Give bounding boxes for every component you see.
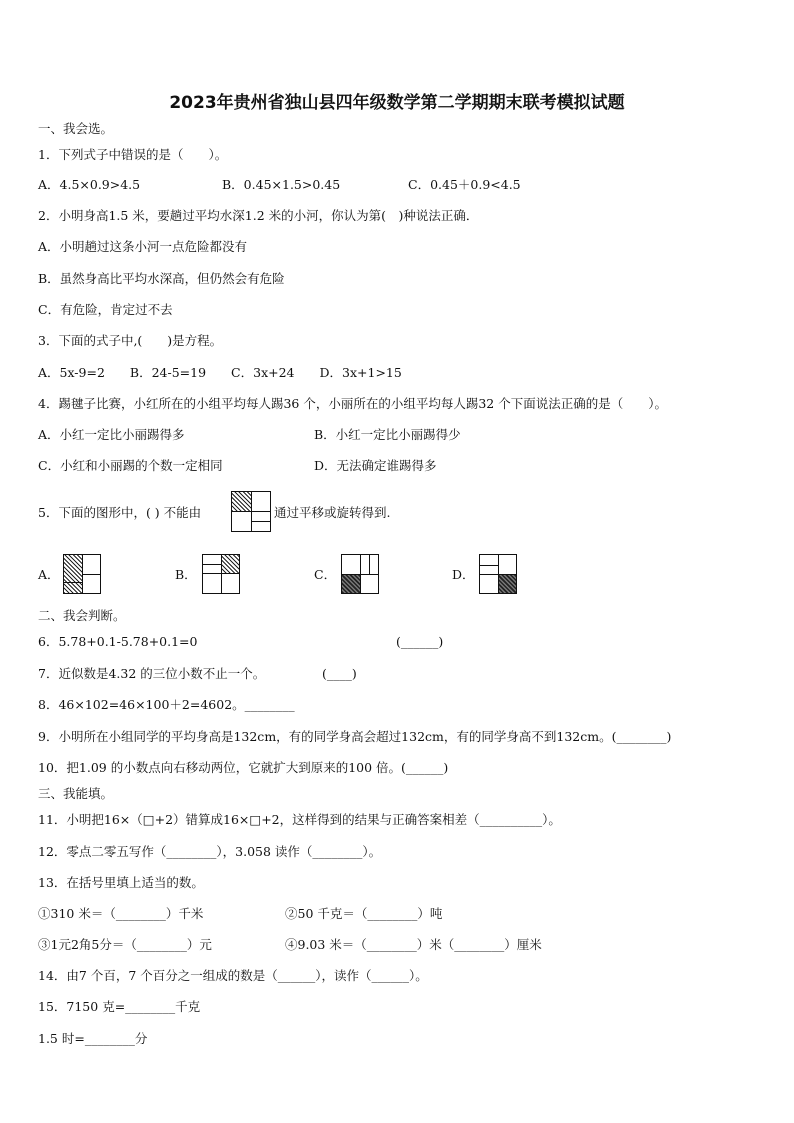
q13-item-4: ④9.03 米＝（________）米（________）厘米 <box>285 937 542 952</box>
q6-answer-blank[interactable]: (______) <box>396 634 444 649</box>
q2-option-b: B．虽然身高比平均水深高，但仍然会有危险 <box>38 271 285 286</box>
q5-label-b: B． <box>175 567 197 582</box>
q1-option-a: A．4.5×0.9>4.5 <box>38 177 141 192</box>
q5-label-a: A． <box>38 567 60 582</box>
q5-figure-a <box>63 554 101 594</box>
q4-option-a: A．小红一定比小丽踢得多 <box>38 427 185 442</box>
q13-item-3: ③1元2角5分＝（________）元 <box>38 937 212 952</box>
q13-item-2: ②50 千克＝（________）吨 <box>285 906 443 921</box>
q2-option-a: A．小明趟过这条小河一点危险都没有 <box>38 239 248 254</box>
q7-answer-blank[interactable]: (____) <box>322 666 357 681</box>
q4-option-d: D．无法确定谁踢得多 <box>314 458 437 473</box>
question-15-part-2: 1.5 时=________分 <box>38 1031 148 1046</box>
q5-figure-b <box>202 554 240 594</box>
q5-label-c: C． <box>314 567 337 582</box>
question-3: 3．下面的式子中,( )是方程。 <box>38 333 223 348</box>
q1-option-c: C．0.45＋0.9<4.5 <box>408 177 521 192</box>
question-10: 10．把1.09 的小数点向右移动两位，它就扩大到原来的100 倍。(______) <box>38 760 449 775</box>
q2-option-c: C．有危险，肯定过不去 <box>38 302 173 317</box>
section-choose: 一、我会选。 <box>38 121 114 136</box>
question-15: 15．7150 克=________千克 <box>38 999 201 1014</box>
page-title: 2023年贵州省独山县四年级数学第二学期期末联考模拟试题 <box>169 93 625 113</box>
question-5-text: 5．下面的图形中，( ) 不能由 <box>38 505 202 520</box>
question-14: 14．由7 个百，7 个百分之一组成的数是（______），读作（______）。 <box>38 968 428 983</box>
question-5-text-end: 通过平移或旋转得到. <box>274 505 391 520</box>
q5-figure-d <box>479 554 517 594</box>
q5-figure-c <box>341 554 379 594</box>
question-7: 7．近似数是4.32 的三位小数不止一个。 <box>38 666 266 681</box>
q1-option-b: B．0.45×1.5>0.45 <box>222 177 341 192</box>
question-9: 9．小明所在小组同学的平均身高是132cm，有的同学身高会超过132cm，有的同学身高不到132cm。(________) <box>38 729 672 744</box>
q4-option-c: C．小红和小丽踢的个数一定相同 <box>38 458 223 473</box>
question-8: 8．46×102=46×100＋2=4602。________ <box>38 697 295 712</box>
q5-reference-figure <box>231 491 271 532</box>
section-judge: 二、我会判断。 <box>38 608 126 623</box>
q4-option-b: B．小红一定比小丽踢得少 <box>314 427 461 442</box>
question-6: 6．5.78+0.1-5.78+0.1=0 <box>38 634 198 649</box>
question-11: 11．小明把16×（□+2）错算成16×□+2，这样得到的结果与正确答案相差（__________）。 <box>38 812 561 827</box>
question-4: 4．踢毽子比赛，小红所在的小组平均每人踢36 个，小丽所在的小组平均每人踢32 个下面说法正确的是（ ）。 <box>38 396 667 411</box>
question-2: 2．小明身高1.5 米，要趟过平均水深1.2 米的小河，你认为第( )种说法正确． <box>38 208 479 223</box>
q5-label-d: D． <box>452 567 475 582</box>
question-13: 13．在括号里填上适当的数。 <box>38 875 204 890</box>
question-12: 12．零点二零五写作（________），3.058 读作（________）。 <box>38 844 382 859</box>
question-1: 1．下列式子中错误的是（ ）。 <box>38 147 228 162</box>
q13-item-1: ①310 米＝（________）千米 <box>38 906 204 921</box>
section-fill: 三、我能填。 <box>38 786 114 801</box>
q3-options: A．5x-9=2 B．24-5=19 C．3x+24 D．3x+1>15 <box>38 365 402 380</box>
